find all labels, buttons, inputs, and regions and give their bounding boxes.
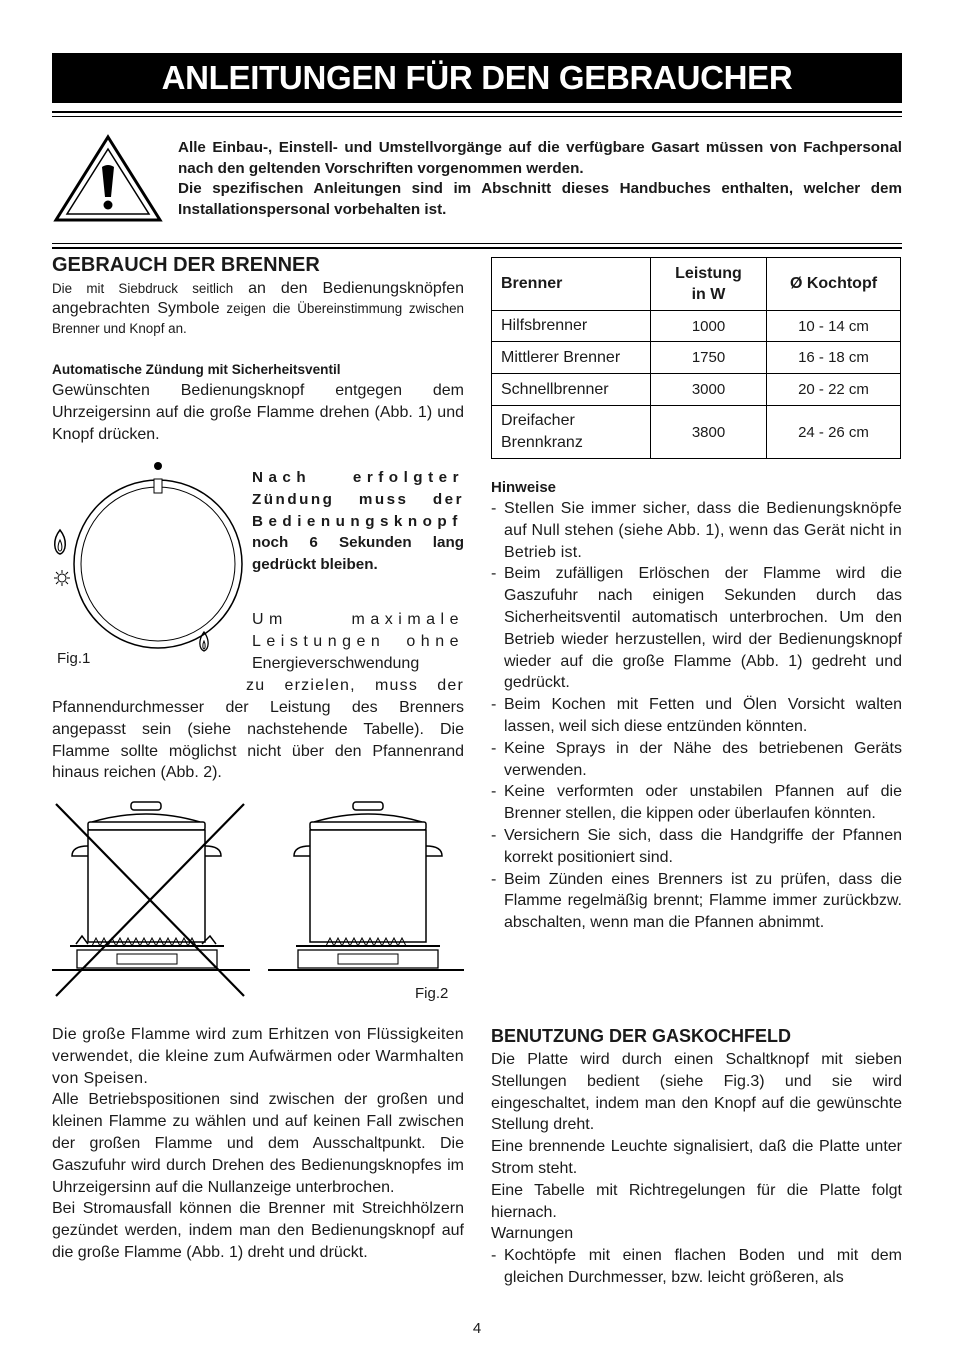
ignition-spark-icon [54, 570, 70, 586]
list-item-text: Stellen Sie immer sicher, dass die Bedienungsknöpfe auf Null stehen (siehe Abb. 1), wenn das Gerät nicht in Betrieb ist. [504, 500, 902, 561]
hinweise-heading: Hinweise [491, 479, 557, 496]
warning-line-1: Alle Einbau-, Einstell- und Umstellvorgänge auf die verfügbare Gasart müssen von Fachpersonal nach den geltenden Vorschriften vorgenommen werden. [178, 139, 902, 177]
divider [52, 111, 902, 113]
hinweise-list [491, 498, 902, 934]
divider [52, 243, 902, 244]
note-line: zu erzielen, muss der [246, 677, 464, 694]
table-row [492, 374, 901, 406]
table-cell: 10 - 14 cm [767, 311, 901, 342]
divider [52, 116, 902, 117]
list-item: - Kochtöpfe mit einen flachen Boden und mit dem gleichen Durchmesser, bzw. leicht größeren, als [491, 1247, 902, 1286]
table-cell: 1750 [651, 342, 767, 374]
list-item: - Keine verformten oder unstabilen Pfannen auf die Brenner stellen, die kippen oder überlaufen könnten. [491, 783, 902, 823]
table-cell: 3800 [651, 406, 767, 459]
list-item-text: Beim Kochen mit Fetten und Ölen Vorsicht walten lassen, weil sich diese entzünden könnten. [504, 696, 902, 735]
divider [52, 247, 902, 249]
fig2-label: Fig.2 [415, 985, 449, 1002]
list-item-text: Versichern Sie sich, dass die Handgriffe der Pfannen korrekt positioniert sind. [504, 826, 902, 866]
list-item-text: Beim zufälligen Erlöschen der Flamme wird die Gaszufuhr nach einigen Sekunden durch das Sicherheitsventil automatisch unterbrochen. Um den Betrieb wieder herzustellen, wird der Bedienungsknopf wieder auf die große Flamme (Abb. 1) gedreht und gedrückt. [504, 565, 902, 692]
header-line: in W [691, 286, 726, 303]
paragraph: Warnungen [491, 1225, 574, 1243]
table-row [492, 311, 901, 342]
list-item: - Keine Sprays in der Nähe des betriebenen Geräts verwenden. [491, 739, 902, 779]
cell-line: Dreifacher [501, 412, 575, 429]
table-cell: 24 - 26 cm [767, 406, 901, 459]
warning-triangle-icon [53, 134, 163, 224]
list-item: - Versichern Sie sich, dass die Handgriffe der Pfannen korrekt positioniert sind. [491, 826, 902, 866]
table-header-row [492, 258, 901, 311]
list-item: - Beim Zünden eines Brenners ist zu prüfen, dass die Flamme regelmäßig brennt; Flamme immer zurückbzw. abschalten, wenn man die Pfannen abnimmt. [491, 870, 902, 932]
large-flame-icon [55, 530, 66, 554]
table-cell: 16 - 18 cm [767, 342, 901, 374]
table-header-cell: Brenner [492, 258, 651, 311]
header-line: Leistung [675, 265, 742, 282]
list-item-text: Keine verformten oder unstabilen Pfannen auf die Brenner stellen, die kippen oder überlaufen könnten. [504, 783, 902, 823]
gaskochfeld-text [491, 1049, 902, 1289]
table-cell: Schnellbrenner [492, 374, 651, 406]
paragraph: Die Platte wird durch einen Schaltknopf mit sieben Stellungen bedient (siehe Fig.3) und sie wird eingeschaltet, indem man den Knopf auf die gewünschte Stellung dreht. [491, 1051, 902, 1134]
section-heading-gaskochfeld: BENUTZUNG DER GASKOCHFELD [491, 1026, 791, 1046]
table-row [492, 342, 901, 374]
table-cell: Hilfsbrenner [492, 311, 651, 342]
knob-diagram [46, 456, 246, 668]
paragraph: Bei Stromausfall können die Brenner mit Streichhölzern gezündet werden, indem man den Bedienungsknopf auf die große Flamme (Abb. 1) dreht und drückt. [52, 1200, 464, 1261]
intro-text [52, 279, 464, 339]
oversized-pot-figure [52, 802, 250, 996]
note-line: Nach erfolgter [252, 469, 464, 486]
pot-diagram [52, 800, 464, 1000]
fig1-bold-note [252, 467, 464, 576]
paragraph: Alle Betriebspositionen sind zwischen der großen und kleinen Flamme zu wählen und auf keinen Fall zwischen der großen Flamme und dem Ausschaltpunkt. Die Gaszufuhr wird durch Drehen des Bedienungsknopfes im Uhrzeigersinn auf die Nullanzeige unterbrochen. [52, 1091, 464, 1196]
note-line: Bedienungsknopf [252, 512, 463, 530]
table-cell: Mittlerer Brenner [492, 342, 651, 374]
paragraph: Eine Tabelle mit Richtregelungen für die Platte folgt hiernach. [491, 1181, 902, 1221]
paragraph: Pfannendurchmesser der Leistung des Brenners angepasst sein (siehe nachstehende Tabelle). Die Flamme sollte möglichst nicht über den Pfannenrand hinaus reichen (Abb. 2). [52, 699, 464, 782]
table-cell: 1000 [651, 311, 767, 342]
fig1-note-2 [252, 609, 464, 675]
intro-small: zeigen die Übereinstimmung zwischen Brenner und Knopf an. [52, 301, 465, 336]
table-cell [492, 406, 651, 459]
paragraph-block [52, 1024, 464, 1264]
list-item-text: Beim Zünden eines Brenners ist zu prüfen, dass die Flamme regelmäßig brennt; Flamme immer zurückbzw. abschalten, wenn man die Pfannen abnimmt. [504, 870, 902, 932]
intro-small: Die mit Siebdruck seitlich [52, 281, 234, 296]
page-title: ANLEITUNGEN FÜR DEN GEBRAUCHER [52, 53, 902, 103]
list-item-text: Kochtöpfe mit einen flachen Boden und mit dem gleichen Durchmesser, bzw. leicht größeren, als [504, 1247, 902, 1286]
page-number: 4 [472, 1320, 482, 1337]
warning-line-2: Die spezifischen Anleitungen sind im Abschnitt dieses Handbuches enthalten, welcher dem Installationspersonal vorbehalten ist. [178, 180, 902, 218]
list-item-text: Keine Sprays in der Nähe des betriebenen Geräts verwenden. [504, 739, 902, 779]
section-heading-brenner: GEBRAUCH DER BRENNER [52, 254, 320, 276]
subheading-zuendung: Automatische Zündung mit Sicherheitsventil [52, 362, 341, 377]
paragraph: Die große Flamme wird zum Erhitzen von Flüssigkeiten verwendet, die kleine zum Aufwärmen oder Warmhalten von Speisen. [52, 1026, 464, 1087]
note-line: gedrückt bleiben. [252, 556, 378, 574]
intro-large: an den Bedienungsknöpfen angebrachten Symbole [52, 280, 465, 317]
note-line: noch 6 Sekunden lang [252, 534, 464, 552]
burner-table [491, 257, 901, 459]
list-item: - Beim zufälligen Erlöschen der Flamme wird die Gaszufuhr nach einigen Sekunden durch das Sicherheitsventil automatisch unterbrochen. Um den Betrieb wieder herzustellen, wird der Bedienungsknopf wieder auf die große Flamme (Abb. 1) gedreht und gedrückt. [491, 565, 902, 692]
note-line: Leistungen ohne [252, 633, 464, 650]
table-header-cell: Ø Kochtopf [767, 258, 901, 311]
note-line: Energieverschwendung [252, 655, 420, 672]
note-line: Zündung muss der [252, 490, 464, 508]
table-cell: 20 - 22 cm [767, 374, 901, 406]
correct-pot-figure [268, 802, 464, 970]
note-line: Um maximale [252, 611, 464, 628]
fig1-label: Fig.1 [57, 650, 91, 667]
paragraph: Eine brennende Leuchte signalisiert, daß die Platte unter Strom steht. [491, 1138, 902, 1177]
list-item: - Beim Kochen mit Fetten und Ölen Vorsicht walten lassen, weil sich diese entzünden könnten. [491, 696, 902, 735]
cell-line: Brennkranz [501, 434, 583, 451]
list-item: - Stellen Sie immer sicher, dass die Bedienungsknöpfe auf Null stehen (siehe Abb. 1), wenn das Gerät nicht in Betrieb ist. [491, 500, 902, 561]
warning-text [178, 138, 902, 220]
table-cell: 3000 [651, 374, 767, 406]
table-header-cell [651, 258, 767, 311]
table-row [492, 406, 901, 459]
paragraph: Gewünschten Bedienungsknopf entgegen dem Uhrzeigersinn auf die große Flamme drehen (Abb. 1) und Knopf drücken. [52, 382, 464, 443]
